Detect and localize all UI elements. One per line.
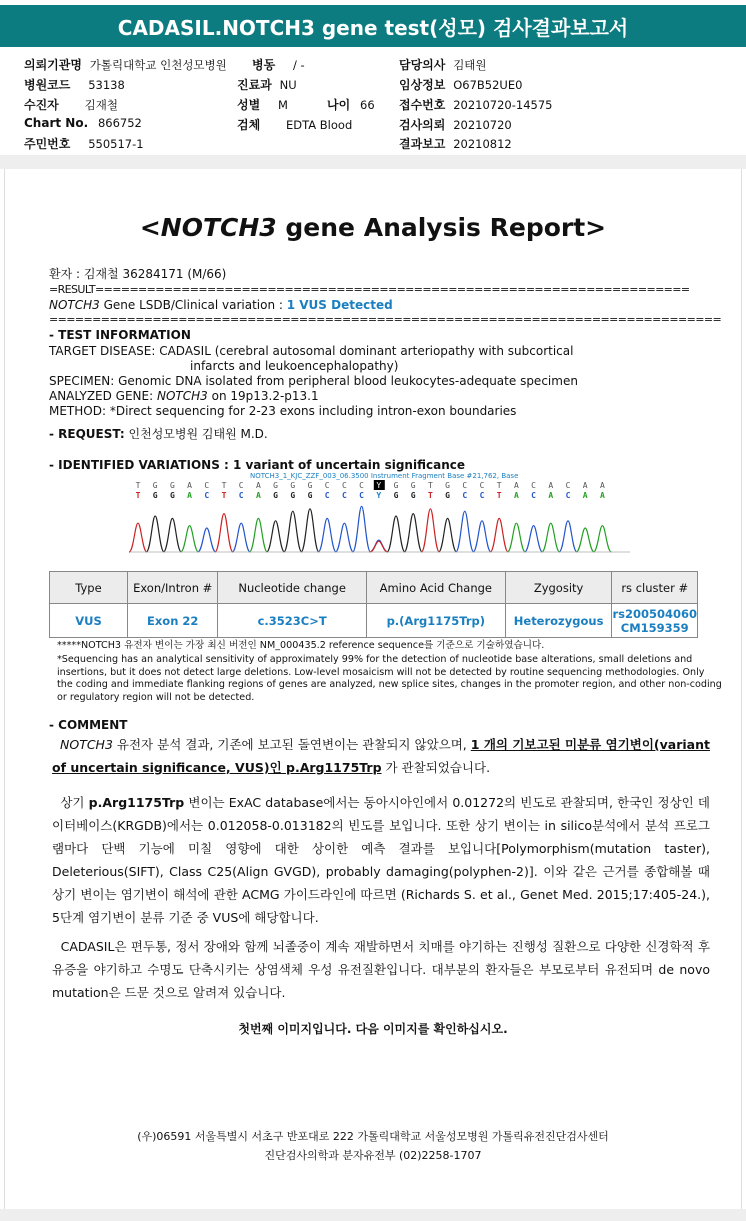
result-line [49,298,393,312]
method-line: METHOD: *Direct sequencing for 2-23 exons including intron-exon boundaries [49,404,517,418]
sequence-bottom [136,491,605,500]
sex-label: 성별 [237,98,261,112]
trace-peak [404,514,422,552]
base-call-top: T [221,481,227,490]
rrn-label: 주민번호 [24,137,71,151]
cell-exon: Exon 22 [127,604,218,638]
chart-field [24,116,142,130]
base-call-top: C [462,481,468,490]
trace-peak [473,521,491,552]
cell-nucleotide: c.3523C>T [218,604,366,638]
base-call-top: A [599,481,605,490]
trace-peak [576,528,594,552]
patient-line: 환자 : 김재철 36284171 (M/66) [49,267,227,281]
result-text: Gene LSDB/Clinical variation : [99,298,287,312]
header-divider [0,155,746,169]
specimen-line: SPECIMEN: Genomic DNA isolated from peripheral blood leukocytes-adequate specimen [49,374,578,388]
base-call-bottom: C [565,491,571,500]
base-call-bottom: T [496,491,502,500]
trace-peak [129,523,147,552]
report-date-label: 결과보고 [399,137,446,151]
trace-peak [146,516,164,552]
trace-peak [249,518,267,552]
reference-note: *****NOTCH3 유전자 변이는 가장 최신 버전인 NM_000435.2 reference sequence를 기준으로 기술하였습니다. [57,640,545,651]
base-call-bottom: A [599,491,605,500]
base-call-bottom: C [324,491,330,500]
trace-peak [507,523,525,552]
request-date-label: 검사의뢰 [399,118,446,132]
specimen-field [237,116,352,133]
target-disease-line-2: infarcts and leukoencephalopathy) [190,359,399,373]
hospital-code-label: 병원코드 [24,78,71,92]
patient-value: 김재철 [84,98,118,112]
trace-peak [370,541,388,552]
comment-paragraph-1: NOTCH3 유전자 분석 결과, 기존에 보고된 돌연변이는 관찰되지 않았으며, 1 개의 기보고된 미분류 염기변이(variant of uncertain significance, VUS)인 p.Arg1175Trp 가 관찰되었습니다. [52,737,710,775]
variant-table-header [50,572,698,604]
trace-peak [421,509,439,552]
footer-address: (우)06591 서울특별시 서초구 반포대로 222 가톨릭대학교 서울성모병원 가톨릭유전진단검사센터 [137,1130,609,1143]
report-date-value: 20210812 [453,137,512,151]
identified-heading: - IDENTIFIED VARIATIONS : 1 variant of uncertain significance [49,458,465,472]
base-call-top: G [169,481,175,490]
ward-field [252,56,305,73]
base-call-top: G [273,481,279,490]
clinical-info-label: 임상정보 [399,78,446,92]
base-call-bottom: C [531,491,537,500]
base-call-bottom: G [152,491,158,500]
trace-peak [542,523,560,552]
base-call-bottom: G [393,491,399,500]
result-divider: ============================================================================== [49,313,722,326]
comment-paragraph-2: 상기 p.Arg1175Trp 변이는 ExAC database에서는 동아시아인에서 0.01272의 빈도로 관찰되며, 한국인 정상인 데이터베이스(KRGDB)에서는 0.012058-0.013182의 빈도를 보입니다. 또한 상기 변이는 in silico분석에서 분석 프로그램마다 단백 기능에 미칠 영향에 대한 상이한 예측 결과를 보입니다[Polymorphism(mutation taster), Deleterious(SIFT), Class C25(Align GVGD), probably damaging(polyphen-2)]. 이와 같은 근거를 종합해볼 때 상기 변이는 염기변이 해석에 관한 ACMG 가이드라인에 따르면 (Richards S. et al., Genet Med. 2015;17:405-24.), 5단계 염기변이 분류 기준 중 VUS에 해당합니다. [52,795,710,925]
result-header: =RESULT===================================================================== [49,283,690,296]
cell-type: VUS [50,604,128,638]
chart-value: 866752 [97,116,142,130]
base-call-bottom: C [359,491,365,500]
col-rs-cluster: rs cluster # [612,572,698,604]
rrn-field [24,135,144,152]
base-call-top: A [187,481,193,490]
request-date-field [399,116,512,133]
hospital-code-field [24,76,125,93]
trace-peak [456,511,474,552]
test-info-heading: - TEST INFORMATION [49,328,191,342]
request-line [49,425,268,442]
chromatogram-label: NOTCH3_1_KJC_ZZF_003_06.3500 Instrument Fragment Base #21,762, Base [250,472,519,480]
doctor-value: 김태원 [453,58,487,72]
base-call-top: A [255,481,261,490]
base-call-top: C [238,481,244,490]
base-call-bottom: A [187,491,193,500]
report-date-field [399,135,512,152]
report-title: <NOTCH3 gene Analysis Report> [139,213,607,242]
base-call-top: G [307,481,313,490]
rs-id: rs200504060 [612,606,697,621]
variant-table [49,571,698,638]
first-image-note: 첫번째 이미지입니다. 다음 이미지를 확인하십시오. [238,1022,508,1036]
ward-label: 병동 [252,58,276,72]
report-banner [0,5,746,47]
base-call-bottom: T [135,491,141,500]
result-value: 1 VUS Detected [286,298,393,312]
trace-peak [215,514,233,552]
base-call-top: C [565,481,571,490]
age-value: 66 [360,98,375,112]
trace-peak [490,518,508,552]
cm-id: CM159359 [620,620,689,635]
rrn-value: 550517-1 [88,137,144,151]
base-call-bottom: C [204,491,210,500]
col-amino-acid: Amino Acid Change [366,572,505,604]
trace-peak [593,526,611,552]
target-disease-line-1: TARGET DISEASE: CADASIL (cerebral autosomal dominant arteriopathy with subcortical [49,344,574,358]
trace-peak [559,521,577,552]
base-call-top: G [290,481,296,490]
sequence-top [136,480,605,490]
base-call-top: G [393,481,399,490]
footer-contact: 진단검사의학과 분자유전부 (02)2258-1707 [264,1149,482,1162]
banner-title: CADASIL.NOTCH3 gene test(성모) 검사결과보고서 [117,15,629,40]
base-call-top: A [548,481,554,490]
trace-peak [439,518,457,552]
base-call-bottom: G [307,491,313,500]
ward-value: / - [293,58,305,72]
cell-rs-cluster [612,604,698,638]
cell-zygosity: Heterozygous [505,604,612,638]
specimen-label: 검체 [237,118,261,132]
base-call-bottom: A [548,491,554,500]
clinical-info-value: O67B52UE0 [453,78,523,92]
base-call-bottom: C [341,491,347,500]
institution-field [24,56,227,73]
dept-value: NU [279,78,297,92]
base-call-bottom: G [290,491,296,500]
analyzed-gene-line: ANALYZED GENE: NOTCH3 on 19p13.2-p13.1 [49,389,319,403]
trace-peak [335,523,353,552]
request-value: 인천성모병원 김태원 M.D. [124,427,268,441]
institution-value: 가톨릭대학교 인천성모병원 [89,58,227,72]
base-call-top: C [341,481,347,490]
base-call-bottom: A [255,491,261,500]
base-call-top: G [445,481,451,490]
clinical-info-field [399,76,522,93]
trace-peak [318,518,336,552]
doctor-field [399,56,487,73]
trace-peak [198,528,216,552]
trace-peak [163,518,181,552]
dept-label: 진료과 [237,78,272,92]
age-field [327,96,375,113]
dept-field [237,76,297,93]
comment-paragraph-3: CADASIL은 편두통, 정서 장애와 함께 뇌졸중이 계속 재발하면서 치매를 야기하는 진행성 질환으로 다양한 신경학적 후유증을 야기하고 수명도 단축시키는 상염색체 우성 유전질환입니다. 대부분의 환자들은 부모로부터 유전되며 de novo mutation은 드문 것으로 알려져 있습니다. [52,939,710,1000]
receipt-label: 접수번호 [399,98,446,112]
trace-peak [267,521,285,552]
patient-field [24,96,118,113]
chromatogram-traces [129,506,611,552]
base-call-top: T [427,481,433,490]
sex-field [237,96,288,113]
trace-peak [301,509,319,552]
receipt-field [399,96,552,113]
base-call-top: G [410,481,416,490]
base-call-top: A [513,481,519,490]
chart-label: Chart No. [24,116,89,130]
col-type: Type [50,572,128,604]
col-zygosity: Zygosity [505,572,612,604]
trace-peak [284,511,302,552]
request-label: - REQUEST: [49,427,125,441]
receipt-value: 20210720-14575 [453,98,553,112]
col-exon: Exon/Intron # [127,572,218,604]
chromatogram [130,470,630,554]
base-call-top: C [204,481,210,490]
base-call-top: T [496,481,502,490]
institution-label: 의뢰기관명 [24,58,82,72]
trace-peak [353,506,371,552]
sex-value: M [278,98,288,112]
base-call-top: G [152,481,158,490]
base-call-bottom: Y [376,491,382,500]
doctor-label: 담당의사 [399,58,446,72]
request-date-value: 20210720 [453,118,512,132]
base-call-bottom: G [273,491,279,500]
bottom-strip [0,1209,746,1221]
base-call-bottom: G [445,491,451,500]
trace-peak [181,526,199,552]
base-call-top: T [135,481,141,490]
base-call-bottom: C [479,491,485,500]
base-call-bottom: A [513,491,519,500]
base-call-top: C [531,481,537,490]
cell-amino-acid: p.(Arg1175Trp) [366,604,505,638]
table-row [50,604,698,638]
base-call-top: C [479,481,485,490]
base-call-top: Y [376,481,382,490]
base-call-bottom: G [410,491,416,500]
trace-peak [525,526,543,552]
specimen-value: EDTA Blood [286,118,353,132]
base-call-bottom: C [238,491,244,500]
comment-heading: - COMMENT [49,718,128,732]
sensitivity-note: *Sequencing has an analytical sensitivity of approximately 99% for the detection of nucleotide base alterations, small deletions and insertions, but it does not detect large deletions. Low-level mosaicism will not be detected by routine sequencing methodologies. Only the coding and immediate flanking regions of genes are analyzed, new splice sites, changes in the promoter region, and other non-coding or regulatory region will not be detected. [57,654,722,703]
base-call-top: C [324,481,330,490]
base-call-bottom: T [427,491,433,500]
age-label: 나이 [327,98,351,112]
result-gene: NOTCH3 [49,298,100,312]
hospital-code-value: 53138 [88,78,125,92]
base-call-bottom: G [169,491,175,500]
trace-peak [387,516,405,552]
trace-peak [232,523,250,552]
patient-label: 수진자 [24,98,59,112]
base-call-top: A [582,481,588,490]
base-call-bottom: A [582,491,588,500]
base-call-bottom: T [221,491,227,500]
col-nucleotide: Nucleotide change [218,572,366,604]
base-call-bottom: C [462,491,468,500]
base-call-top: C [359,481,365,490]
